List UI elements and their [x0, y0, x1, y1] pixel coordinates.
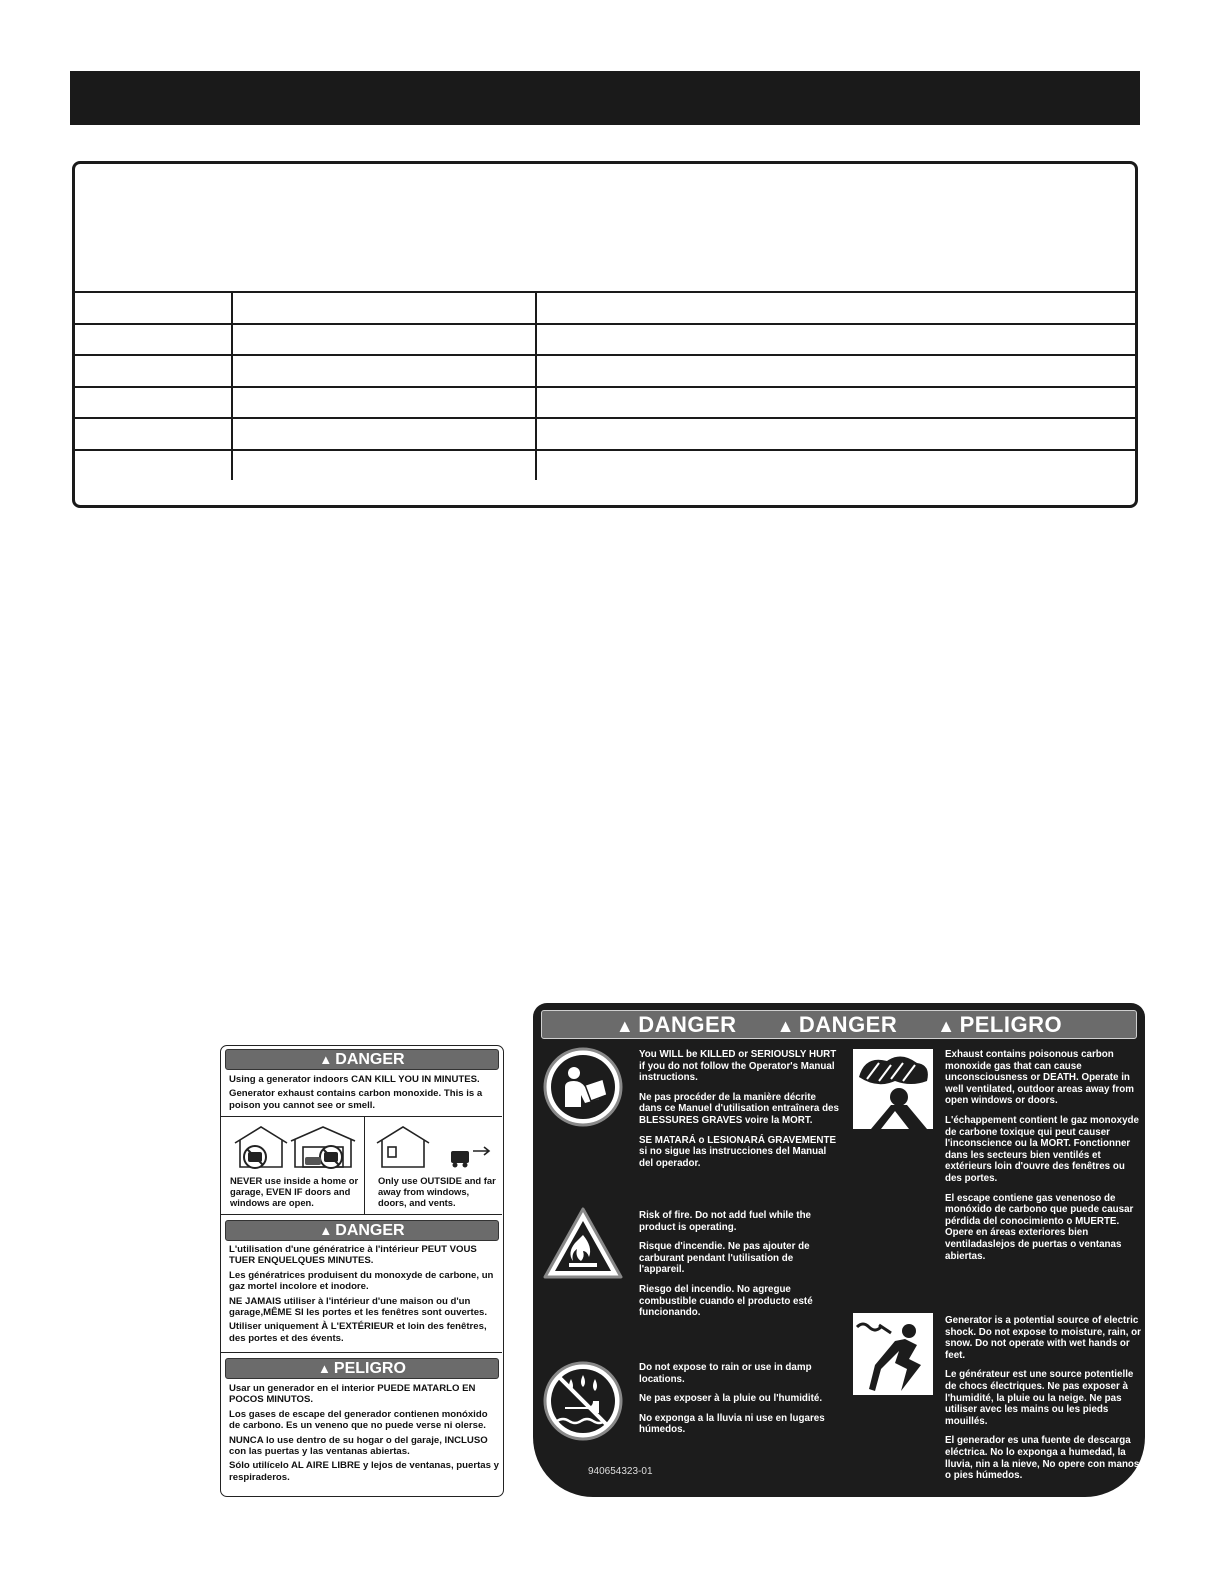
label-text-fr	[229, 1244, 501, 1347]
only-caption: Only use OUTSIDE and far away from windows, doors, and vents.	[378, 1175, 496, 1209]
label-line: Sólo utilícelo AL AIRE LIBRE y lejos de ventanas, puertas y respiraderos.	[229, 1460, 499, 1483]
electric-shock-icon	[851, 1311, 935, 1397]
never-caption: NEVER use inside a home or garage, EVEN IF doors and windows are open.	[230, 1175, 359, 1209]
label-text-es	[229, 1383, 501, 1486]
decal-line: Risque d'incendie. Ne pas ajouter de carburant pendant l'utilisation de l'appareil.	[639, 1241, 810, 1276]
decal-line: El escape contiene gas venenoso de monóxido de carbono que puede causar pérdida del conocimiento o MUERTE. Opere en áreas exteriores bien ventiladaslejos de puertas o ventanas abiertas.	[945, 1192, 1134, 1262]
warning-triangle-icon: ▲	[615, 1015, 635, 1036]
decal-line: Generator is a potential source of electric shock. Do not expose to moisture, rain, or snow. Do not operate with wet hands or feet.	[945, 1315, 1141, 1361]
label-line: Utiliser uniquement À L'EXTÉRIEUR et loin des fenêtres, des portes et des évents.	[229, 1321, 487, 1344]
exhaust-poison-icon	[851, 1047, 935, 1131]
decal-line: L'échappement contient le gaz monoxyde de carbone toxique qui peut causer l'inconscience ou la MORT. Fonctionner dans les secteurs bien ventilés et extérieurs loin d'ouvre des fenêtres ou des portes.	[945, 1114, 1139, 1184]
decal-line: No exponga a la lluvia ni use en lugares húmedos.	[639, 1412, 825, 1436]
warning-triangle-icon: ▲	[937, 1015, 956, 1036]
danger-header-fr: ▲ DANGER	[225, 1220, 499, 1241]
fire-hazard-icon	[541, 1205, 625, 1281]
decal-line: Risk of fire. Do not add fuel while the product is operating.	[639, 1210, 812, 1233]
danger-header-en: ▲ DANGER	[225, 1049, 499, 1070]
table-row	[75, 417, 1135, 449]
label-line: Les génératrices produisent du monoxyde de carbone, un gaz mortel incolore et inodore.	[229, 1269, 494, 1293]
warning-triangle-icon: ▲	[318, 1361, 331, 1376]
decal-line: SE MATARÁ o LESIONARÁ GRAVEMENTE si no sigue las instrucciones del Manual del operador.	[639, 1134, 837, 1169]
peligro-header-es: ▲ PELIGRO	[225, 1358, 499, 1379]
label-line: NE JAMAIS utiliser à l'intérieur d'une maison ou d'un garage,MÊME SI les portes et les fenêtres sont ouvertes.	[229, 1295, 488, 1319]
shock-text	[945, 1315, 1141, 1490]
decal-line: Ne pas procéder de la manière décrite dans ce Manuel d'utilisation entraînera des BLESSURES GRAVES voire la MORT.	[639, 1091, 839, 1126]
decal-header-item: ▲ DANGER	[776, 1011, 898, 1037]
no-water-icon	[541, 1359, 625, 1443]
exhaust-text	[945, 1049, 1141, 1270]
fire-text	[639, 1210, 839, 1327]
decal-line: Le générateur est une source potentielle de chocs électriques. Ne pas exposer à l'humidité, la pluie ou la neige. Ne pas utiliser avec les mains ou les pieds mouillés.	[945, 1369, 1134, 1427]
part-number: 940654323-01	[588, 1466, 653, 1477]
table-row	[75, 449, 1135, 481]
warning-triangle-icon: ▲	[319, 1223, 333, 1238]
table-row	[75, 386, 1135, 418]
generator-danger-decal	[533, 1003, 1145, 1497]
decal-line: Do not expose to rain or use in damp locations.	[639, 1362, 812, 1385]
decal-header-item: ▲ DANGER	[615, 1011, 737, 1037]
warning-triangle-icon: ▲	[776, 1015, 795, 1036]
label-line: Generator exhaust contains carbon monoxide. This is a poison you cannot see or smell.	[229, 1088, 483, 1111]
label-line: Los gases de escape del generador contienen monóxido de carbono. Es un veneno que no puede verse ni olerse.	[229, 1408, 488, 1432]
table-row	[75, 323, 1135, 355]
decal-header-item: ▲ PELIGRO	[937, 1011, 1063, 1037]
house-garage-no-generator-icon	[231, 1123, 359, 1171]
table-intro	[75, 164, 1135, 291]
section-header-bar	[70, 71, 1140, 125]
decal-line: Exhaust contains poisonous carbon monoxide gas that can cause unconsciousness or DEATH. Operate in well ventilated, outdoor areas away from open windows or doors.	[945, 1049, 1134, 1107]
co-danger-label	[220, 1045, 504, 1497]
warning-triangle-icon: ▲	[319, 1052, 333, 1067]
table-row	[75, 291, 1135, 323]
symbol-table	[72, 161, 1138, 508]
decal-line: El generador es una fuente de descarga eléctrica. No lo exponga a humedad, la lluvia, nin a la nieve, No opere con manos o pies húmedos.	[945, 1435, 1140, 1482]
decal-header	[541, 1010, 1137, 1039]
label-text-en	[229, 1074, 501, 1114]
manual-text	[639, 1049, 839, 1177]
decal-line: You WILL be KILLED or SERIOUSLY HURT if you do not follow the Operator's Manual instructions.	[639, 1049, 837, 1084]
label-line: NUNCA lo use dentro de su hogar o del garaje, INCLUSO con las puertas y las ventanas abiertas.	[229, 1434, 488, 1458]
read-manual-icon	[541, 1045, 625, 1129]
house-generator-outside-icon	[373, 1123, 497, 1171]
rain-text	[639, 1362, 839, 1444]
decal-line: Ne pas exposer à la pluie ou l'humidité.	[639, 1393, 823, 1405]
label-line: Usar un generador en el interior PUEDE MATARLO EN POCOS MINUTOS.	[229, 1383, 476, 1406]
decal-line: Riesgo del incendio. No agregue combustible cuando el producto esté funcionando.	[639, 1283, 813, 1319]
table-row	[75, 354, 1135, 386]
label-line: Using a generator indoors CAN KILL YOU IN MINUTES.	[229, 1074, 480, 1085]
label-line: L'utilisation d'une génératrice à l'intérieur PEUT VOUS TUER ENQUELQUES MINUTES.	[229, 1244, 477, 1267]
